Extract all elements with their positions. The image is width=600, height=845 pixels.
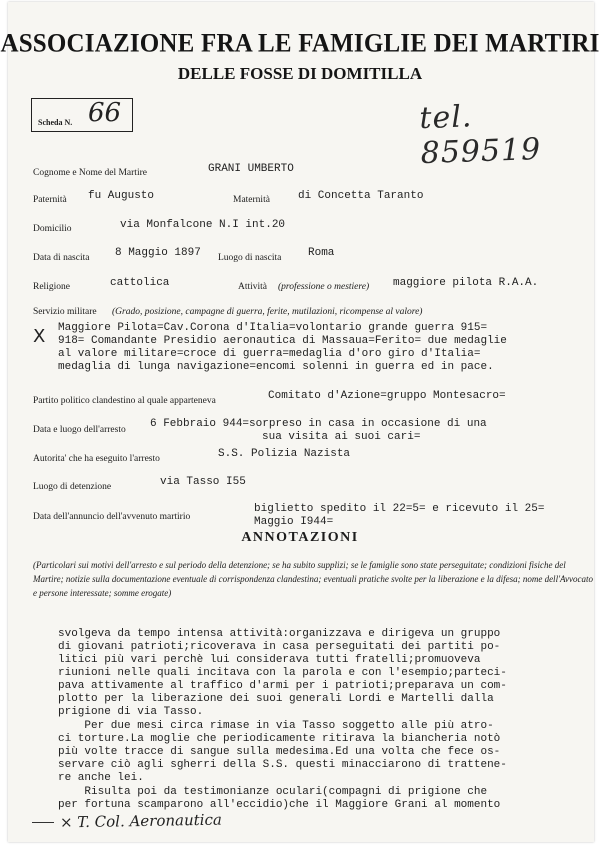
attivita-value: maggiore pilota R.A.A. — [393, 277, 539, 289]
paternita-label: Paternità — [33, 195, 67, 205]
luogo-nascita-value: Roma — [308, 247, 335, 259]
scheda-label: Scheda N. — [38, 118, 73, 127]
annotazioni-line: ci torture.La moglie che periodicamente ritirava la biancheria notò — [58, 733, 501, 745]
servizio-hint: (Grado, posizione, campagne di guerra, ferite, mutilazioni, ricompense al valore) — [112, 307, 423, 317]
domicilio-label: Domicilio — [33, 224, 72, 234]
servizio-x-mark: X — [33, 326, 46, 347]
annuncio-label: Data dell'annuncio dell'avvenuto martirio — [33, 512, 191, 522]
servizio-line: al valore militare=croce di guerra=medaglia d'oro giro d'Italia= — [58, 348, 481, 360]
religione-value: cattolica — [110, 277, 170, 289]
attivita-label: Attività — [238, 282, 268, 292]
nascita-value: 8 Maggio 1897 — [115, 247, 201, 259]
servizio-line: medaglia di lunga navigazione=encomi solenni in guerra ed in pace. — [58, 361, 494, 373]
annotazioni-instructions: (Particolari sui motivi dell'arresto e sul periodo della detenzione; se ha subito supplizi; se le famiglie sono state perseguitate; condizioni fisiche del Martire; notizie sulla documentazione eventuale di corrispondenza clandestina; eventuali pratiche svolte per la liberazione e la difesa; nome dell'Avvocato e persone interessate; somme erogate) — [33, 560, 593, 598]
attivita-hint: (professione o mestiere) — [278, 282, 370, 292]
arresto-label: Data e luogo dell'arresto — [33, 425, 126, 435]
autorita-value: S.S. Polizia Nazista — [218, 448, 351, 460]
annuncio-line: biglietto spedito il 22=5= e ricevuto il 25= — [254, 503, 545, 515]
autorita-label: Autorita' che ha eseguito l'arresto — [33, 454, 160, 464]
annotazioni-line: svolgeva da tempo intensa attività:organizzava e dirigeva un gruppo — [58, 628, 501, 640]
nascita-label: Data di nascita — [33, 253, 90, 263]
annotazioni-line: Per due mesi circa rimase in via Tasso soggetto alle più atro- — [58, 720, 494, 732]
annotazioni-line: re anche lei. — [58, 772, 144, 784]
paternita-value: fu Augusto — [88, 190, 155, 202]
association-title: ASSOCIAZIONE FRA LE FAMIGLIE DEI MARTIRI — [0, 29, 600, 58]
annotazioni-line: plotto per la liberazione dei suoi generali Lordi e Martelli dalla — [58, 693, 494, 705]
annotazioni-line: per fortuna scamparono all'eccidio)che il Maggiore Grani al momento — [58, 799, 501, 811]
margin-rule — [32, 822, 54, 823]
annotazioni-line: servare ciò agli sgherri della S.S. questi minacciarono di trattene- — [58, 759, 507, 771]
annotazioni-line: riunioni nelle quali incitava con la parola e con l'esempio;parteci- — [58, 667, 507, 679]
annotazioni-line: di giovani patrioti;ricoverava in casa perseguitati dei partiti po- — [58, 641, 501, 653]
arresto-line: 6 Febbraio 944=sorpreso in casa in occasione di una — [150, 418, 487, 430]
partito-label: Partito politico clandestino al quale apparteneva — [33, 396, 216, 406]
maternita-label: Maternità — [233, 195, 270, 205]
domicilio-value: via Monfalcone N.I int.20 — [120, 219, 286, 231]
religione-label: Religione — [33, 282, 70, 292]
detenzione-value: via Tasso I55 — [160, 476, 246, 488]
servizio-line: Maggiore Pilota=Cav.Corona d'Italia=volontario grande guerra 915= — [58, 322, 488, 334]
annotazioni-line: più volte tracce di sangue sulla medesima.Ed una volta che fece os- — [58, 746, 501, 758]
handwritten-annotation: × T. Col. Aeronautica — [59, 810, 223, 832]
handwritten-phone-note: tel. 859519 — [418, 99, 542, 172]
partito-value: Comitato d'Azione=gruppo Montesacro= — [268, 390, 506, 402]
servizio-label: Servizio militare — [33, 307, 97, 317]
cognome-label: Cognome e Nome del Martire — [33, 168, 147, 178]
annotazioni-line: Risulta poi da testimonianze oculari(compagni di prigione che — [58, 786, 488, 798]
scheda-number: 66 — [88, 98, 122, 128]
annotazioni-line: litici più vari perchè lui considerava tutti fratelli;promuoveva — [58, 654, 481, 666]
annuncio-line: Maggio I944= — [254, 516, 334, 528]
maternita-value: di Concetta Taranto — [298, 190, 424, 202]
annotazioni-title: ANNOTAZIONI — [241, 530, 359, 545]
annotazioni-line: prigione di via Tasso. — [58, 706, 204, 718]
association-subtitle: DELLE FOSSE DI DOMITILLA — [177, 64, 423, 83]
cognome-value: GRANI UMBERTO — [208, 163, 294, 175]
servizio-line: 918= Comandante Presidio aeronautica di Massaua=Ferito= due medaglie — [58, 335, 507, 347]
luogo-nascita-label: Luogo di nascita — [218, 253, 282, 263]
annotazioni-line: pava attivamente al traffico d'armi per i patrioti;preparava un com- — [58, 680, 507, 692]
detenzione-label: Luogo di detenzione — [33, 482, 112, 492]
arresto-line: sua visita ai suoi cari= — [262, 431, 421, 443]
